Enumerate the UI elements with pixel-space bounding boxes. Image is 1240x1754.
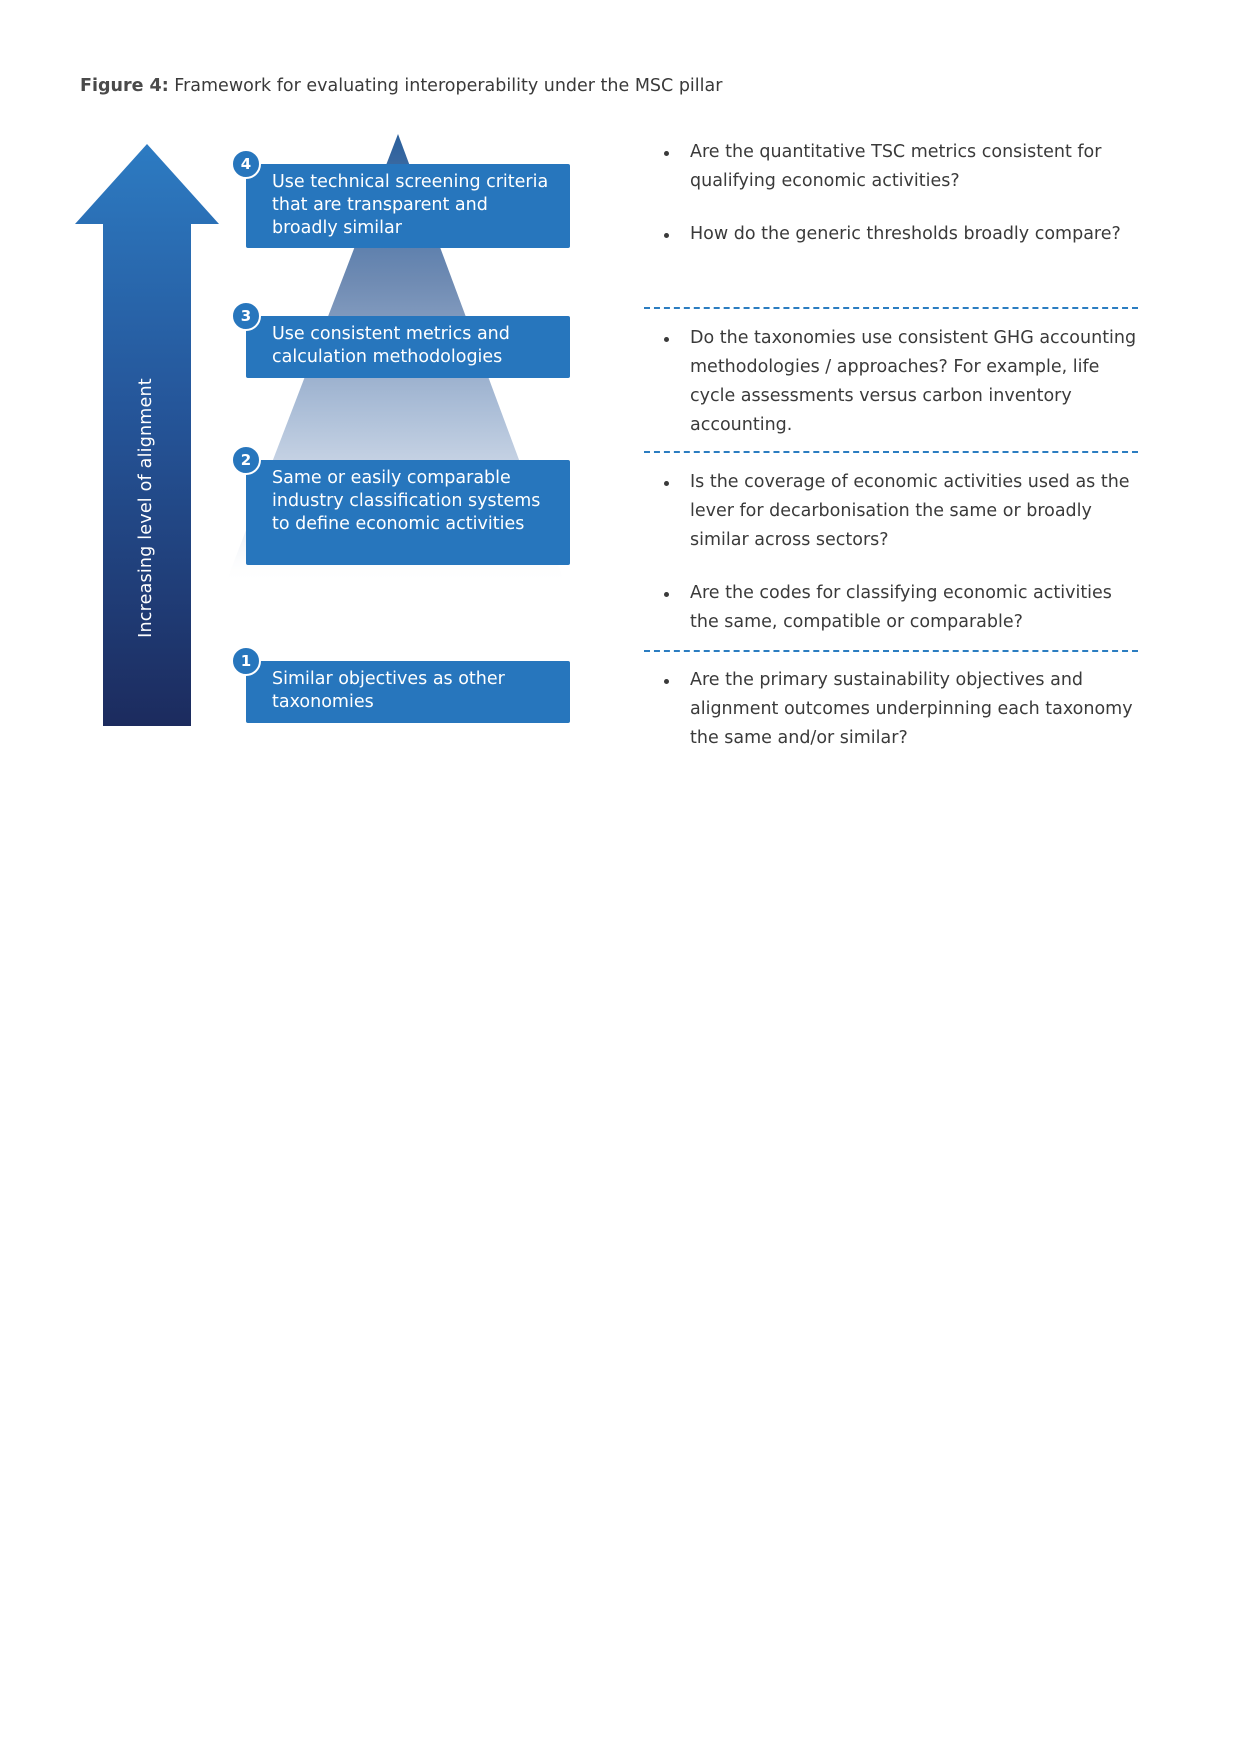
question-item: How do the generic thresholds broadly compare?: [658, 220, 1138, 249]
section-divider: [644, 307, 1138, 309]
figure-label: Figure 4:: [80, 76, 169, 96]
level-4-badge: 4: [231, 149, 261, 179]
section-divider: [644, 650, 1138, 652]
question-item: Do the taxonomies use consistent GHG accounting methodologies / approaches? For example, life cycle assessments versus carbon inventory accounting.: [658, 324, 1138, 440]
level-2-box: [246, 460, 570, 565]
level-3-text: Use consistent metrics and calculation methodologies: [272, 324, 510, 367]
question-item: Are the quantitative TSC metrics consistent for qualifying economic activities?: [658, 138, 1138, 196]
level-1-badge: 1: [231, 646, 261, 676]
level-2-badge: 2: [231, 445, 261, 475]
level-3-badge: 3: [231, 301, 261, 331]
question-group-3: [658, 324, 1138, 440]
question-group-1: [658, 666, 1138, 753]
level-3-box: [246, 316, 570, 378]
level-1-text: Similar objectives as other taxonomies: [272, 669, 505, 712]
question-group-4: [658, 138, 1138, 249]
question-item: Are the codes for classifying economic activities the same, compatible or comparable?: [658, 579, 1138, 637]
figure-title: [80, 76, 722, 96]
question-item: Are the primary sustainability objectives and alignment outcomes underpinning each taxonomy the same and/or similar?: [658, 666, 1138, 753]
figure-caption: Framework for evaluating interoperability under the MSC pillar: [174, 76, 723, 96]
section-divider: [644, 451, 1138, 453]
level-4-text: Use technical screening criteria that are transparent and broadly similar: [272, 172, 549, 238]
question-item: Is the coverage of economic activities used as the lever for decarbonisation the same or broadly similar across sectors?: [658, 468, 1138, 555]
question-group-2: [658, 468, 1138, 637]
level-2-text: Same or easily comparable industry classification systems to define economic activities: [272, 468, 541, 534]
level-4-box: [246, 164, 570, 248]
level-1-box: [246, 661, 570, 723]
arrow-label: Increasing level of alignment: [136, 378, 156, 638]
